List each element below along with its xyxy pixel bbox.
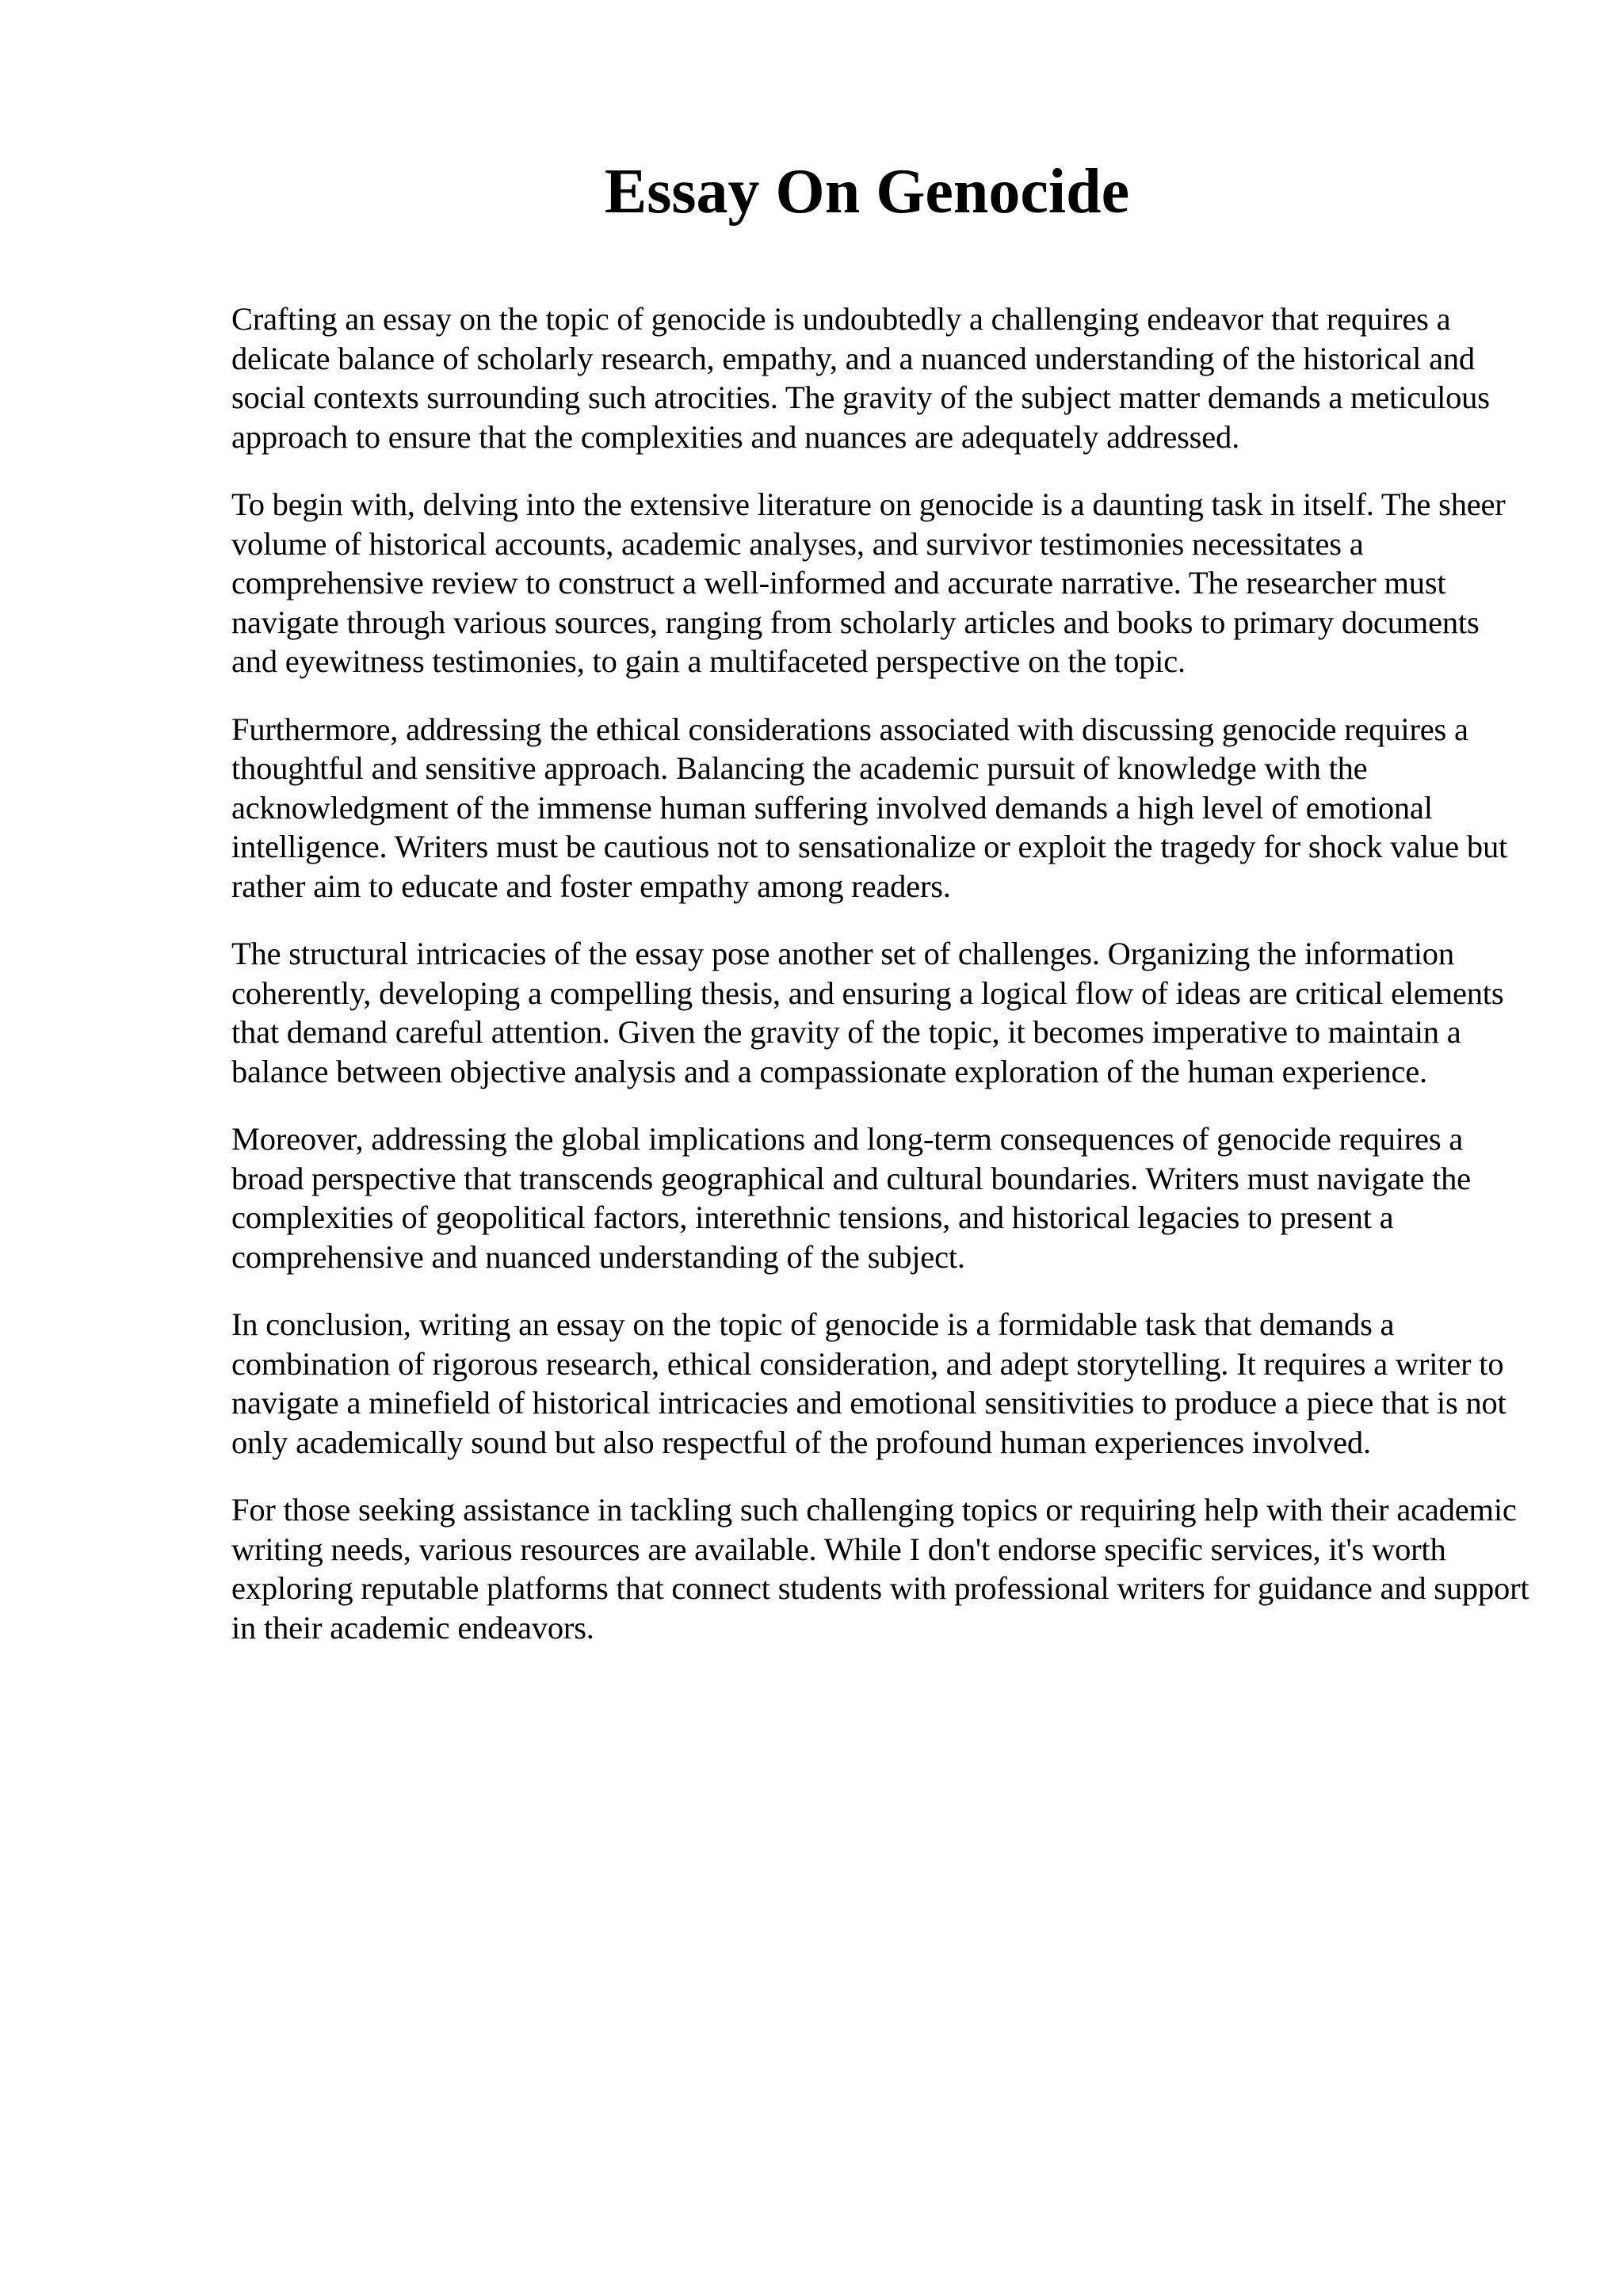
document-body [231, 299, 1531, 1676]
paragraph: Crafting an essay on the topic of genocide is undoubtedly a challenging endeavor that requires a delicate balance of scholarly research, empathy, and a nuanced understanding of the historical and social contexts surrounding such atrocities. The gravity of the subject matter demands a meticulous approach to ensure that the complexities and nuances are adequately addressed. [231, 301, 1490, 455]
paragraph: For those seeking assistance in tackling such challenging topics or requiring help with their academic writing needs, various resources are available. While I don't endorse specific services, it's worth exploring reputable platforms that connect students with professional writers for guidance and support in their academic endeavors. [231, 1492, 1529, 1646]
paragraph: Furthermore, addressing the ethical considerations associated with discussing genocide requires a thoughtful and sensitive approach. Balancing the academic pursuit of knowledge with the acknowledgment of the immense human suffering involved demands a high level of emotional intelligence. Writers must be cautious not to sensationalize or exploit the tragedy for shock value but rather aim to educate and foster empathy among readers. [231, 711, 1508, 904]
paragraph: In conclusion, writing an essay on the topic of genocide is a formidable task that demands a combination of rigorous research, ethical consideration, and adept storytelling. It requires a writer to navigate a minefield of historical intricacies and emotional sensitivities to produce a piece that is not only academically sound but also respectful of the profound human experiences involved. [231, 1306, 1507, 1460]
paragraph: Moreover, addressing the global implications and long-term consequences of genocide requires a broad perspective that transcends geographical and cultural boundaries. Writers must navigate the complexities of geopolitical factors, interethnic tensions, and historical legacies to present a comprehensive and nuanced understanding of the subject. [231, 1121, 1471, 1275]
paragraph: To begin with, delving into the extensive literature on genocide is a daunting task in itself. The sheer volume of historical accounts, academic analyses, and survivor testimonies necessitates a comprehensive review to construct a well-informed and accurate narrative. The researcher must navigate through various sources, ranging from scholarly articles and books to primary documents and eyewitness testimonies, to gain a multifaceted perspective on the topic. [231, 486, 1506, 679]
document-title: Essay On Genocide [604, 157, 1130, 227]
paragraph: The structural intricacies of the essay pose another set of challenges. Organizing the information coherently, developing a compelling thesis, and ensuring a logical flow of ideas are critical elements that demand careful attention. Given the gravity of the topic, it becomes imperative to maintain a balance between objective analysis and a compassionate exploration of the human experience. [231, 936, 1504, 1089]
